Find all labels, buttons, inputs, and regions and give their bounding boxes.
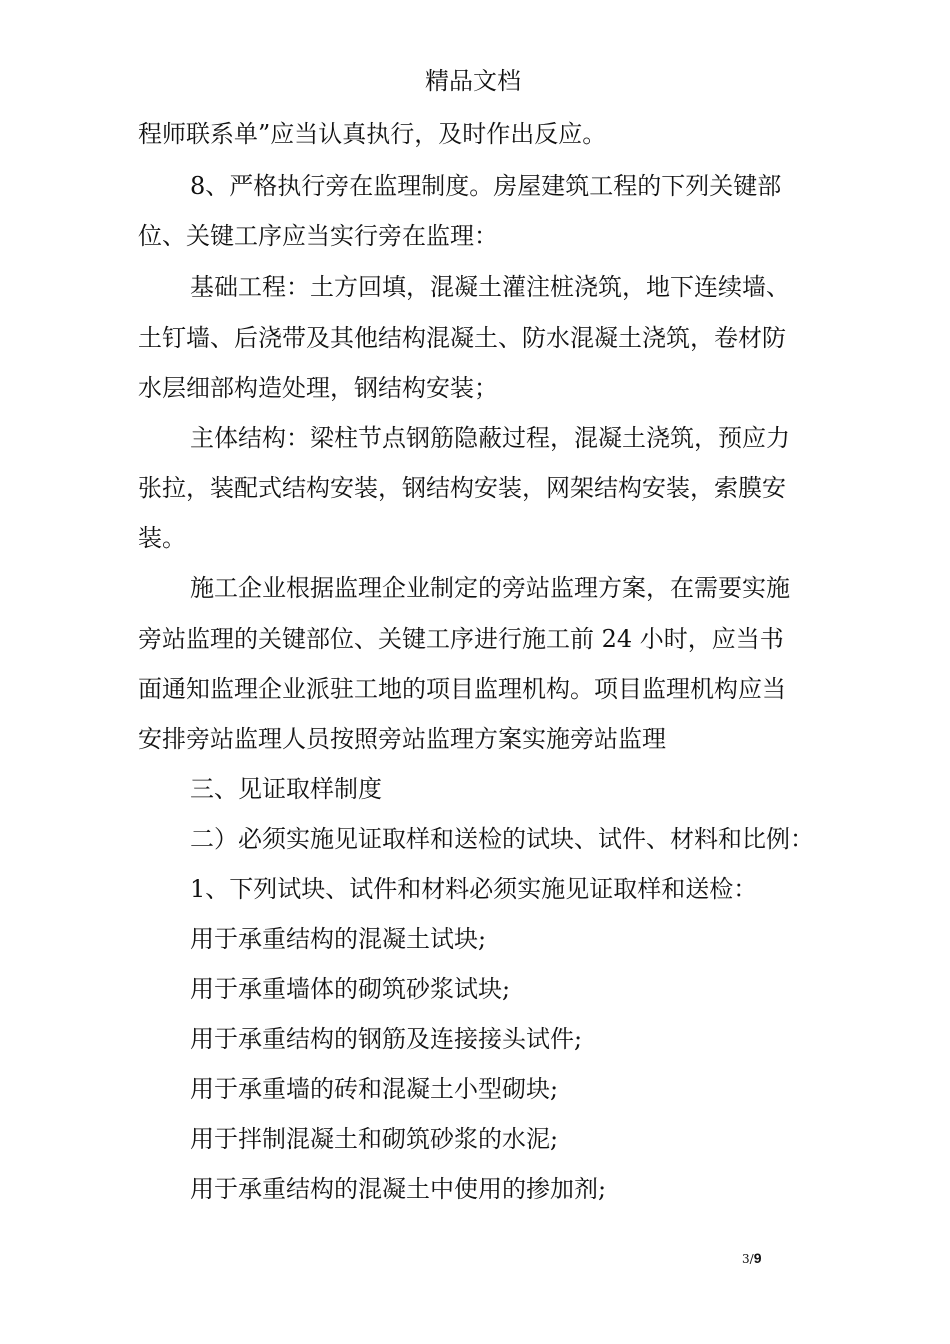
page-number-current: 3/ [742,1252,754,1266]
body-line-10: 施工企业根据监理企业制定的旁站监理方案，在需要实施 [190,574,790,602]
body-line-13: 安排旁站监理人员按照旁站监理方案实施旁站监理 [138,725,666,753]
body-line-9: 装。 [138,524,186,552]
body-line-12: 面通知监理企业派驻工地的项目监理机构。项目监理机构应当 [138,675,786,703]
body-line-3: 位、关键工序应当实行旁在监理： [138,222,498,250]
section-heading: 三、见证取样制度 [190,775,382,803]
list-item: 用于承重结构的混凝土中使用的掺加剂; [190,1175,607,1203]
list-item: 用于承重墙的砖和混凝土小型砌块; [190,1075,559,1103]
body-line-11: 旁站监理的关键部位、关键工序进行施工前 24 小时，应当书 [138,625,784,653]
list-item: 用于承重墙体的砌筑砂浆试块; [190,975,511,1003]
body-line-6: 水层细部构造处理，钢结构安装； [138,374,498,402]
list-item: 用于拌制混凝土和砌筑砂浆的水泥; [190,1125,559,1153]
list-item: 用于承重结构的混凝土试块; [190,925,487,953]
page-header-title: 精品文档 [425,67,521,95]
body-line-2: 8、严格执行旁在监理制度。房屋建筑工程的下列关键部 [190,172,782,200]
body-line-8: 张拉，装配式结构安装，钢结构安装，网架结构安装，索膜安 [138,474,786,502]
list-item: 用于承重结构的钢筋及连接接头试件; [190,1025,583,1053]
body-line-1: 程师联系单”应当认真执行，及时作出反应。 [138,120,607,148]
body-line-7: 主体结构：梁柱节点钢筋隐蔽过程，混凝土浇筑，预应力 [190,424,790,452]
body-line-5: 土钉墙、后浇带及其他结构混凝土、防水混凝土浇筑，卷材防 [138,324,786,352]
page-number [742,1250,761,1267]
page-number-total: 9 [753,1250,762,1266]
body-line-4: 基础工程：土方回填，混凝土灌注桩浇筑，地下连续墙、 [190,273,790,301]
body-line-16: 1、下列试块、试件和材料必须实施见证取样和送检： [190,875,758,903]
body-line-15: 二）必须实施见证取样和送检的试块、试件、材料和比例： [190,825,814,853]
